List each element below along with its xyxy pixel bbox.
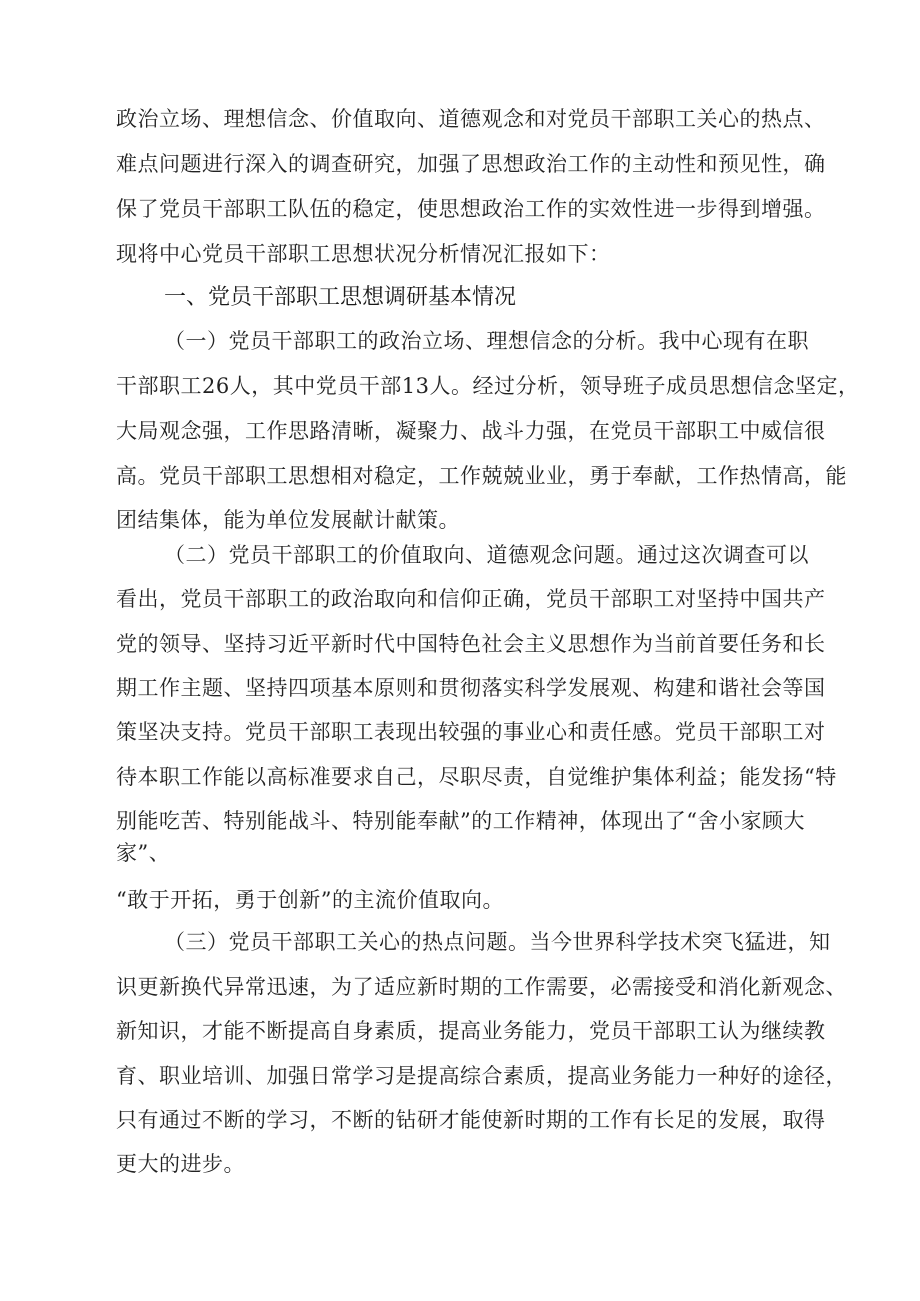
- section2-line-6: 待本职工作能以高标准要求自己，尽职尽责，自觉维护集体利益；能发扬“特: [116, 765, 837, 789]
- section2-line-5: 策坚决支持。党员干部职工表现出较强的事业心和责任感。党员干部职工对: [116, 720, 826, 744]
- intro-line-2: 难点问题进行深入的调查研究，加强了思想政治工作的主动性和预见性，确: [116, 152, 826, 176]
- section1-line-2: 干部职工26人，其中党员干部13人。经过分析，领导班子成员思想信念坚定，: [116, 374, 860, 398]
- section3-line-6: 更大的进步。: [116, 1152, 245, 1176]
- section1-line-3: 大局观念强，工作思路清晰，凝聚力、战斗力强，在党员干部职工中威信很: [116, 419, 826, 443]
- section1-line-5: 团结集体，能为单位发展献计献策。: [116, 508, 460, 532]
- section3-line-3: 新知识，才能不断提高自身素质，提高业务能力，党员干部职工认为继续教: [116, 1019, 826, 1043]
- section3-line-5: 只有通过不断的学习，不断的钻研才能使新时期的工作有长足的发展，取得: [116, 1108, 826, 1132]
- section2-line-4: 期工作主题、坚持四项基本原则和贯彻落实科学发展观、构建和谐社会等国: [116, 676, 826, 700]
- section3-line-1: （三）党员干部职工关心的热点问题。当今世界科学技术突飞猛进，知: [164, 930, 831, 954]
- section2-line-1: （二）党员干部职工的价值取向、道德观念问题。通过这次调查可以: [164, 543, 809, 567]
- section2-line-3: 党的领导、坚持习近平新时代中国特色社会主义思想作为当前首要任务和长: [116, 632, 826, 656]
- section3-line-2: 识更新换代异常迅速，为了适应新时期的工作需要，必需接受和消化新观念、: [116, 975, 847, 999]
- section2-line-9: “敢于开拓，勇于创新”的主流价值取向。: [116, 888, 504, 912]
- section2-line-8: 家”、: [116, 841, 171, 865]
- section2-line-7: 别能吃苦、特别能战斗、特别能奉献”的工作精神，体现出了“舍小家顾大: [116, 809, 805, 833]
- section1-line-4: 高。党员干部职工思想相对稳定，工作兢兢业业，勇于奉献，工作热情高，能: [116, 464, 847, 488]
- section-heading: 一、党员干部职工思想调研基本情况: [164, 285, 517, 310]
- section3-line-4: 育、职业培训、加强日常学习是提高综合素质，提高业务能力一种好的途径，: [116, 1064, 847, 1088]
- intro-line-1: 政治立场、理想信念、价值取向、道德观念和对党员干部职工关心的热点、: [116, 107, 826, 131]
- section2-line-2: 看出，党员干部职工的政治取向和信仰正确，党员干部职工对坚持中国共产: [116, 587, 826, 611]
- intro-line-4: 现将中心党员干部职工思想状况分析情况汇报如下：: [116, 242, 611, 266]
- section1-line-1: （一）党员干部职工的政治立场、理想信念的分析。我中心现有在职: [164, 329, 809, 353]
- intro-line-3: 保了党员干部职工队伍的稳定，使思想政治工作的实效性进一步得到增强。: [116, 197, 826, 221]
